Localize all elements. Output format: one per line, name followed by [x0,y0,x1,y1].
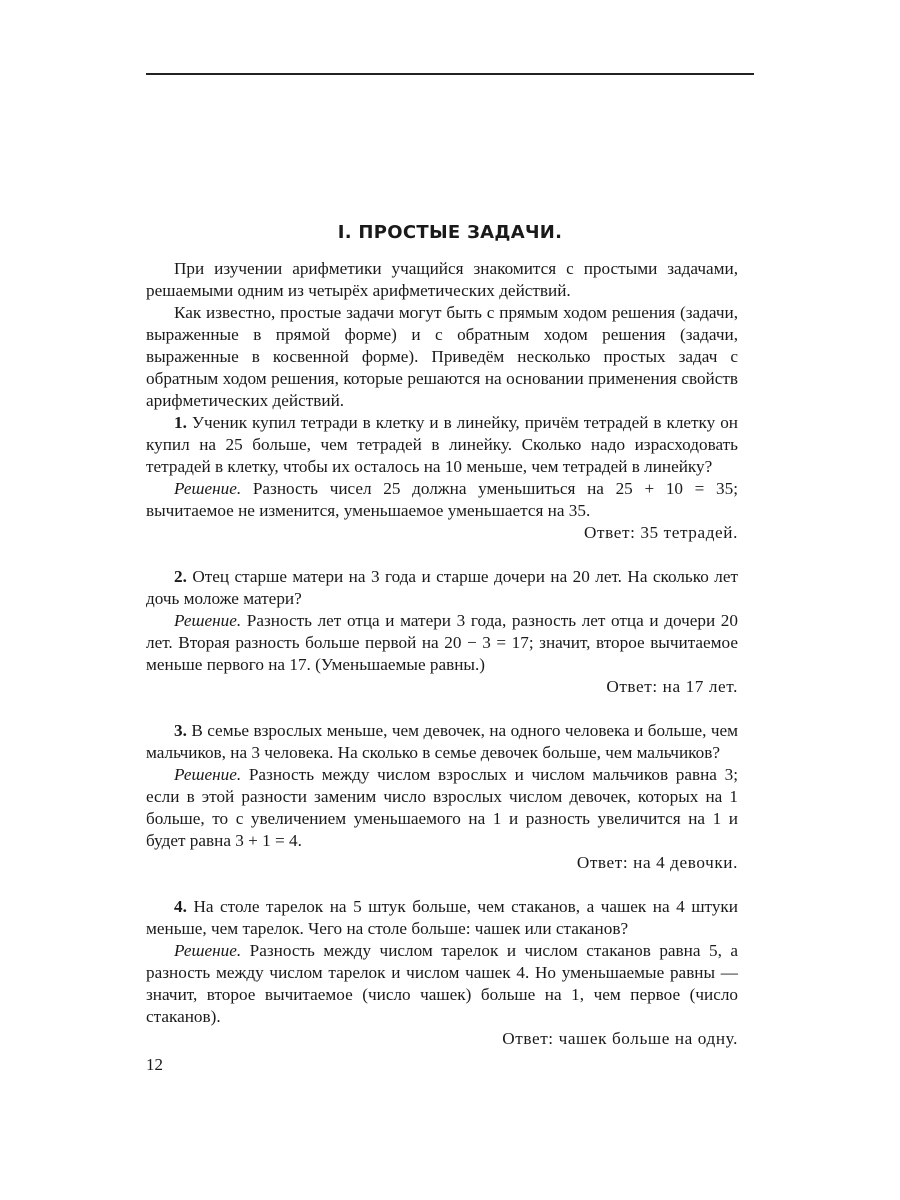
solution-2 [146,610,738,676]
solution-text: Разность между числом взрослых и числом мальчиков равна 3; если в этой разности заменим число взрослых числом девочек, которых на 1 больше, то с увеличением уменьшаемого на 1 и разность увеличится на 1 и будет равна 3 + 1 = 4. [146,765,739,850]
solution-1 [146,478,738,522]
section-title: I. ПРОСТЫЕ ЗАДАЧИ. [337,222,563,243]
solution-label: Решение. [174,941,242,960]
answer-4: Ответ: чашек больше на одну. [502,1029,738,1048]
problem-2 [146,566,738,610]
solution-text: Разность между числом тарелок и числом стаканов равна 5, а разность между числом тарелок и числом чашек 4. Но уменьшаемые равны — значит, второе вычитаемое (число чашек) больше на 1, чем первое (число стаканов). [146,941,738,1026]
page-number: 12 [146,1055,163,1074]
problem-text: Отец старше матери на 3 года и старше дочери на 20 лет. На сколько лет дочь моложе матери? [146,567,738,608]
problem-number: 3. [174,721,187,740]
intro-paragraph-2: Как известно, простые задачи могут быть с прямым ходом решения (задачи, выраженные в прямой форме) и с обратным ходом решения (задачи, выраженные в косвенной форме). Приведём несколько простых задач с обратным ходом решения, которые решаются на основании применения свойств арифметических действий. [146,303,738,410]
book-page [146,0,754,1200]
problem-number: 1. [174,413,187,432]
solution-text: Разность чисел 25 должна уменьшиться на 25 + 10 = 35; вычитаемое не изменится, уменьшаемое уменьшается на 35. [146,479,739,520]
solution-3 [146,764,738,852]
problem-number: 2. [174,567,187,586]
solution-label: Решение. [174,611,242,630]
solution-label: Решение. [174,479,242,498]
header-rule [146,73,754,75]
problem-number: 4. [174,897,187,916]
problem-text: Ученик купил тетради в клетку и в линейку, причём тетрадей в клетку он купил на 25 больше, чем тетрадей в линейку. Сколько надо израсходовать тетрадей в клетку, чтобы их осталось на 10 меньше, чем тетрадей в линейку? [146,413,738,476]
answer-2: Ответ: на 17 лет. [606,677,738,696]
solution-4 [146,940,738,1028]
solution-label: Решение. [174,765,242,784]
problem-1 [146,412,738,478]
answer-3: Ответ: на 4 девочки. [576,853,738,872]
solution-text: Разность лет отца и матери 3 года, разность лет отца и дочери 20 лет. Вторая разность больше первой на 20 − 3 = 17; значит, второе вычитаемое меньше первого на 17. (Уменьшаемые равны.) [146,611,738,674]
problem-text: На столе тарелок на 5 штук больше, чем стаканов, а чашек на 4 штуки меньше, чем тарелок. Чего на столе больше: чашек или стаканов? [146,897,738,938]
answer-1: Ответ: 35 тетрадей. [584,523,738,542]
problem-text: В семье взрослых меньше, чем девочек, на одного человека и больше, чем мальчиков, на 3 человека. На сколько в семье девочек больше, чем мальчиков? [146,721,739,762]
page-body [146,258,738,1050]
problem-3 [146,720,738,764]
intro-paragraph-1: При изучении арифметики учащийся знакомится с простыми задачами, решаемыми одним из четырёх арифметических действий. [146,259,738,300]
problem-4 [146,896,738,940]
